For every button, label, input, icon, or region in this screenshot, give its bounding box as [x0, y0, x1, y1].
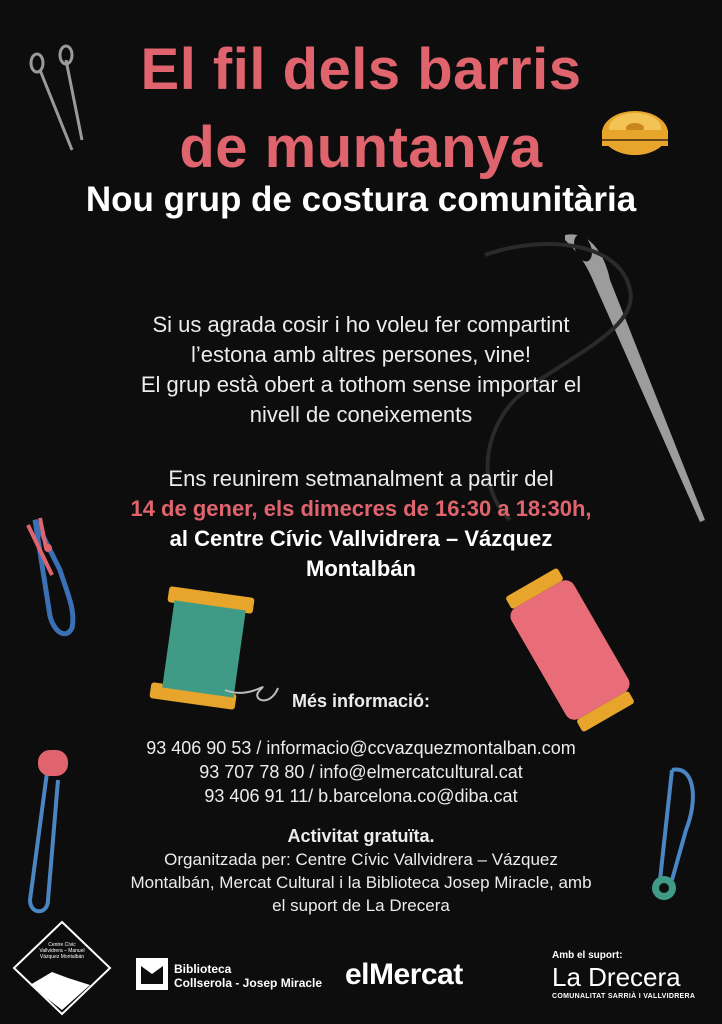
centre-civic-text-line: Centre Cívic	[48, 942, 76, 948]
intro-line: nivell de coneixements	[249, 402, 473, 427]
location-line2: Montalbán	[306, 556, 416, 581]
biblioteca-logo-text	[174, 962, 322, 990]
contact-line: 93 406 91 11/ b.barcelona.co@diba.cat	[204, 786, 518, 806]
more-info-label: Més informació:	[291, 691, 431, 711]
centre-civic-text-line: Vázquez Montalbán	[39, 954, 85, 960]
contact-list	[0, 736, 722, 808]
la-drecera-subtitle: COMUNALITAT SARRIÀ I VALLVIDRERA	[552, 993, 696, 1000]
organizers-line: Organitzada per: Centre Cívic Vallvidrera – Vázquez	[164, 850, 558, 869]
elmercat-logo: elMercat	[345, 958, 463, 991]
biblioteca-line1: Biblioteca	[174, 962, 232, 976]
location-line1: al Centre Cívic Vallvidrera – Vázquez	[169, 526, 553, 551]
schedule-intro: Ens reunirem setmanalment a partir del	[168, 466, 554, 491]
centre-civic-logo	[14, 922, 110, 1014]
intro-line: l’estona amb altres persones, vine!	[191, 342, 531, 367]
centre-civic-logo-text	[30, 942, 94, 960]
intro-line: Si us agrada cosir i ho voleu fer compartint	[152, 312, 570, 337]
biblioteca-line2: Collserola - Josep Miracle	[174, 976, 323, 990]
biblioteca-logo-icon	[136, 958, 168, 990]
contact-line: 93 406 90 53 / informacio@ccvazquezmontalban.com	[146, 738, 576, 758]
schedule-date: 14 de gener, els dimecres de 16:30 a 18:30h,	[130, 496, 592, 521]
organizers-line: Montalbán, Mercat Cultural i la Biblioteca Josep Miracle, amb	[130, 873, 592, 892]
schedule-block	[0, 464, 722, 584]
page-title-line2: de muntanya	[179, 115, 543, 180]
organizers-text	[0, 848, 722, 917]
free-activity-label: Activitat gratuïta.	[287, 826, 435, 846]
contact-line: 93 707 78 80 / info@elmercatcultural.cat	[199, 762, 523, 782]
page-title-line1: El fil dels barris	[140, 37, 582, 102]
intro-paragraph	[0, 310, 722, 430]
centre-civic-text-line: Vallvidrera – Manuel	[39, 948, 85, 954]
la-drecera-logo: La Drecera	[552, 962, 681, 992]
organizers-line: el suport de La Drecera	[272, 896, 450, 915]
page-subtitle: Nou grup de costura comunitària	[85, 180, 637, 219]
support-label: Amb el suport:	[552, 950, 623, 961]
intro-line: El grup està obert a tothom sense importar el	[140, 372, 582, 397]
